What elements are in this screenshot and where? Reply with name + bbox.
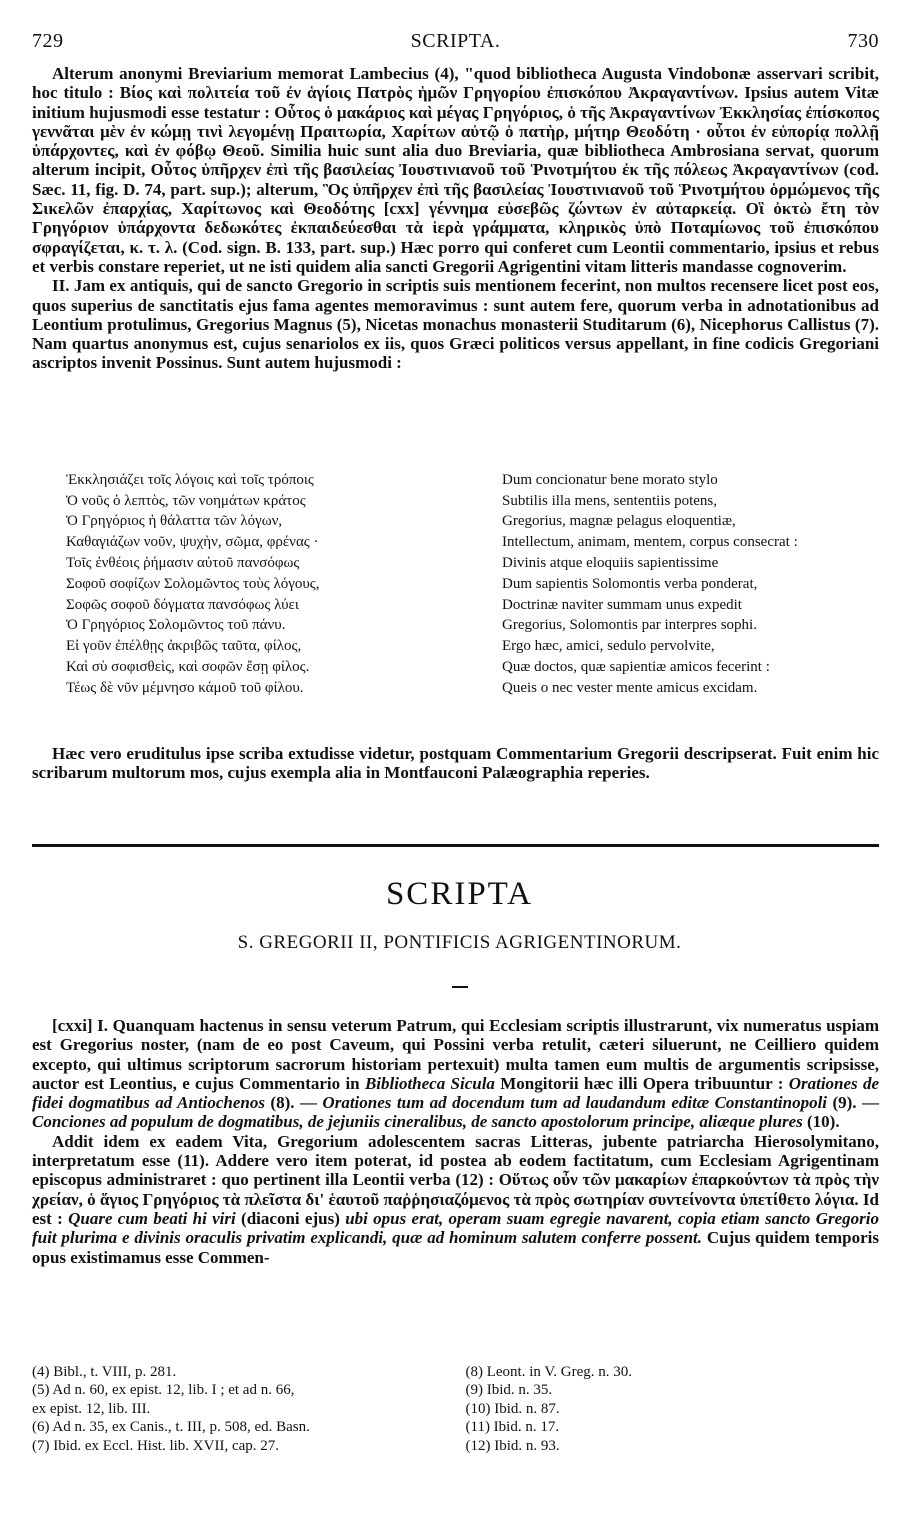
poem-latin: Dum concionatur bene morato stylo	[502, 471, 718, 488]
italic-run: Quare cum beati hi viri	[68, 1208, 236, 1228]
page-number-left: 729	[32, 30, 64, 52]
paragraph-ancient-witnesses: II. Jam ex antiquis, qui de sancto Gregorio in scriptis suis mentionem fecerint, non multos recensere licet post eos, quos superius de sanctitatis ejus fama agentes memoravimus : sunt autem fere, quorum verba in adnotationibus ad Leontium protulimus, Gregorius Magnus (5), Nicetas monachus monasterii Studitarum (6), Nicephorus Callistus (7). Nam quartus anonymus est, cujus senariolos ex iis, quos Græci politicos versus appellant, in fine codicis Gregoriani ascriptos invenit Possinus. Sunt autem hujusmodi :	[32, 276, 879, 373]
footnote: (7) Ibid. ex Eccl. Hist. lib. XVII, cap. 27.	[32, 1437, 280, 1454]
paragraph-interpretation	[32, 1132, 879, 1267]
top-text-block	[32, 64, 879, 373]
poem-greek: Εἰ γοῦν ἐπέλθῃς ἀκριβῶς ταῦτα, φίλος,	[66, 638, 302, 655]
poem-greek: Τέως δὲ νῦν μέμνησο κάμοῦ τοῦ φίλου.	[66, 679, 304, 696]
poem-greek: Τοῖς ἐνθέοις ῥήμασιν αὐτοῦ πανσόφως	[66, 555, 300, 572]
poem-greek: Σοφῶς σοφοῦ δόγματα πανσόφως λύει	[66, 596, 299, 613]
footnote: (6) Ad n. 35, ex Canis., t. III, p. 508, ed. Basn.	[32, 1419, 310, 1436]
poem-latin: Queis o nec vester mente amicus excidam.	[502, 679, 758, 696]
paragraph-scribe: Hæc vero eruditulus ipse scriba extudisse videtur, postquam Commentarium Gregorii descripserat. Fuit enim hic scribarum multorum mos, cujus exempla alia in Montfauconi Palæographia reperies.	[32, 744, 879, 783]
italic-run: Orationes tum ad docendum tum ad laudandum editæ Constantinopoli	[322, 1093, 828, 1113]
italic-run: Orationes de fidei dogmatibus ad Antiochenos	[32, 1073, 880, 1113]
poem-latin: Ergo hæc, amici, sedulo pervolvite,	[502, 638, 715, 655]
poem-line	[66, 553, 879, 574]
section-title: SCRIPTA	[385, 876, 534, 912]
poem-latin: Dum sapientis Solomontis verba ponderat,	[502, 575, 758, 592]
italic-run: Bibliotheca Sicula	[364, 1073, 495, 1093]
text-run: Cujus quidem temporis opus existimamus esse Commen-	[32, 1228, 879, 1267]
poem-greek: Ὁ Γρηγόριος Σολομῶντος τοῦ πάνυ.	[66, 617, 286, 634]
footnotes	[32, 1363, 879, 1455]
poem-latin: Subtilis illa mens, sententiis potens,	[502, 492, 717, 509]
footnotes-right	[446, 1363, 880, 1455]
section-text-block	[32, 1016, 879, 1267]
footnote: (8) Leont. in V. Greg. n. 30.	[465, 1364, 633, 1380]
poem-line	[66, 678, 879, 699]
text-run: (8). —	[264, 1093, 323, 1113]
poem-line	[66, 636, 879, 657]
footnote: (5) Ad n. 60, ex epist. 12, lib. I ; et ad n. 66,	[32, 1382, 295, 1399]
text-run: [cxxi] I. Quanquam hactenus in sensu veterum Patrum, qui Ecclesiam scriptis illustrarunt, vix numeratus uspiam est Gregorius noster, (nam de eo post Caveum, qui Possini verba retulit, cæteri siluerunt, ne Ceilliero quidem excepto, qui ultimus scriptorum sacrorum historiam pertexuit) multa tamen eum multis de argumentis scripsisse, auctor est Leontius, e cujus Commentario in	[32, 1016, 879, 1093]
poem-greek: Καθαγιάζων νοῦν, ψυχὴν, σῶμα, φρένας ·	[66, 534, 319, 551]
poem-line	[66, 574, 879, 595]
footnote: ex epist. 12, lib. III.	[32, 1400, 151, 1417]
footnote: (12) Ibid. n. 93.	[465, 1437, 560, 1454]
poem-line	[66, 470, 879, 491]
poem-line	[66, 532, 879, 553]
footnotes-left	[32, 1363, 446, 1455]
text-run: (diaconi ejus)	[235, 1208, 346, 1228]
page-number-right: 730	[847, 30, 879, 52]
closing-text-block	[32, 744, 879, 783]
text-run: Addit idem ex eadem Vita, Gregorium adolescentem sacras Litteras, jubente patriarcha Hierosolymitano, interpretatum esse (11). Addere vero item poterat, id postea ab eodem factitatum, cum Ecclesiam Agrigentinam episcopus administraret : quo pertinent illa Leontii verba (12) : Οὕτως οὖν τῶν μακαρίων ἐπαρκούντων τὰ πρὸς τὴν χρείαν, ὁ ἅγιος Γρηγόριος τὰ πλεῖστα δι' ἑαυτοῦ παῤῥησιαζόμενος τὰ πρὸς σωτηρίαν συντείνοντα ὑπετίθετο λόγια. Id est :	[32, 1131, 879, 1228]
title-dash	[452, 986, 468, 988]
footnote: (11) Ibid. n. 17.	[465, 1419, 560, 1436]
italic-run: Conciones ad populum de dogmatibus, de jejuniis cineralibus, de sancto apostolorum principe, aliæque plures	[32, 1112, 803, 1132]
poem-greek: Σοφοῦ σοφίζων Σολομῶντος τοὺς λόγους,	[66, 575, 320, 592]
section-subtitle: S. GREGORII II, PONTIFICIS AGRIGENTINORUM.	[237, 932, 682, 953]
text-run: (10).	[802, 1112, 840, 1132]
poem-line	[66, 657, 879, 678]
section-divider	[32, 844, 879, 847]
text-run: Mongitorii hæc illi Opera tribuuntur :	[494, 1073, 789, 1093]
bilingual-poem	[66, 470, 879, 699]
footnote: (9) Ibid. n. 35.	[465, 1382, 553, 1399]
footnote: (10) Ibid. n. 87.	[465, 1400, 560, 1417]
poem-latin: Intellectum, animam, mentem, corpus consecrat :	[502, 534, 798, 551]
poem-greek: Ἐκκλησιάζει τοῖς λόγοις καὶ τοῖς τρόποις	[66, 471, 314, 488]
text-run: (9). —	[827, 1093, 880, 1113]
footnote: (4) Bibl., t. VIII, p. 281.	[32, 1364, 177, 1380]
poem-greek: Ὁ νοῦς ὁ λεπτὸς, τῶν νοημάτων κράτος	[66, 492, 306, 509]
running-title: SCRIPTA.	[410, 30, 501, 52]
poem-greek: Καὶ σὺ σοφισθεὶς, καὶ σοφῶν ἔσῃ φίλος.	[66, 659, 310, 676]
poem-line	[66, 512, 879, 533]
poem-latin: Divinis atque eloquiis sapientissime	[502, 555, 719, 572]
paragraph-opera	[32, 1016, 879, 1132]
italic-run: ubi opus erat, operam suam egregie navarent, copia etiam sancto Gregorio fuit plurima e divinis oraculis privatim explicandi, quæ ad hominum salutem conferre possent.	[32, 1208, 880, 1248]
poem-latin: Gregorius, magnæ pelagus eloquentiæ,	[502, 513, 736, 530]
poem-line	[66, 491, 879, 512]
paragraph-breviaria: Alterum anonymi Breviarium memorat Lambecius (4), "quod bibliotheca Augusta Vindobonæ asservari scribit, hoc titulo : Βίος καὶ πολιτεία τοῦ ἐν ἁγίοις Πατρὸς ἡμῶν Γρηγορίου ἐπισκόπου Ἀκραγαντίνων. Ipsius autem Vitæ initium hujusmodi esse testatur : Οὗτος ὁ μακάριος καὶ μέγας Γρηγόριος, ὁ τῆς Ἀκραγαντίνων Ἐκκλησίας ἐπίσκοπος γεννᾶται μὲν ἐν κώμῃ τινὶ λεγομένῃ Πραιτωρία, Χαρίτων αὐτῷ ὁ πατὴρ, μήτηρ Θεοδότη · οὗτοι ἐν εὐπορίᾳ πολλῇ ὑπάρχοντες, καὶ ἐν φόβῳ Θεοῦ. Similia huic sunt alia duo Breviaria, quæ bibliotheca Ambrosiana servat, quorum alterum incipit, Οὗτος ὑπῆρχεν ἐπὶ τῆς βασιλείας Ἰουστινιανοῦ τοῦ Ῥινοτμήτου ἐκ τῆς πόλεως Ἀκραγαντίνων (cod. Sæc. 11, fig. D. 74, part. sup.); alterum, Ὃς ὑπῆρχεν ἐπὶ τῆς βασιλείας Ἰουστινιανοῦ τοῦ Ῥινοτμήτου ὁρμώμενος τῆς Σικελῶν ἐπαρχίας, Χαρίτωνος καὶ Θεοδότης [cxx] γέννημα εὐσεβῶς ζώντων ἐν αὐταρκείᾳ. Οἳ ὀκτὼ ἔτη τὸν Γρηγόριον ὑπάρχοντα δεδωκότες ἐκπαιδεύεσθαι τὰ ἱερὰ γράμματα, κληρικὸς ὑπὸ Ποταμίωνος τοῦ ἐπισκόπου σφραγίζεται, κ. τ. λ. (Cod. sign. B. 133, part. sup.) Hæc porro qui conferet cum Leontii commentario, ipsius et rebus et verbis constare reperiet, ut ne isti quidem alia sancti Gregorii Agrigentini vitam litteris mandasse cognoverim.	[32, 64, 879, 276]
poem-line	[66, 595, 879, 616]
poem-greek: Ὁ Γρηγόριος ἡ θάλαττα τῶν λόγων,	[66, 513, 283, 530]
poem-line	[66, 616, 879, 637]
running-head	[32, 30, 879, 54]
poem-latin: Gregorius, Solomontis par interpres sophi.	[502, 617, 757, 634]
poem-latin: Quæ doctos, quæ sapientiæ amicos fecerint :	[502, 659, 770, 676]
poem-latin: Doctrinæ naviter summam unus expedit	[502, 596, 742, 613]
